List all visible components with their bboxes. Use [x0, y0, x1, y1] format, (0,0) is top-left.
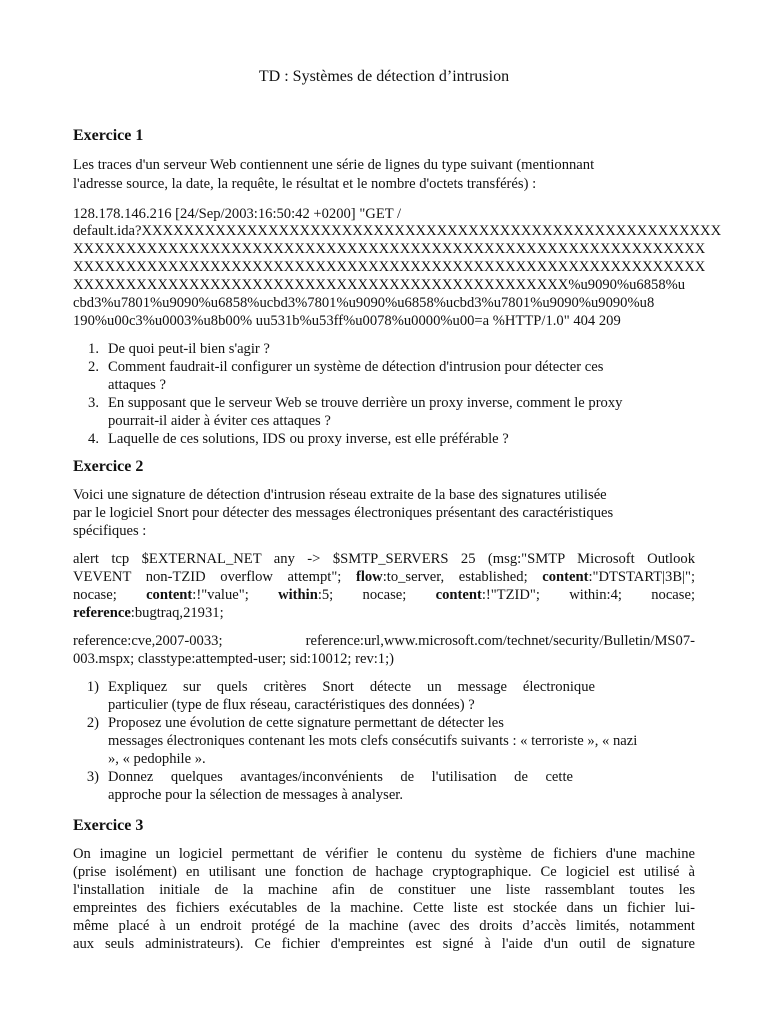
exercise-2-heading: Exercice 2: [73, 458, 144, 475]
list-item: 1) Expliquez sur quels critères Snort détecte un message électronique: [86, 679, 595, 695]
ex3-paragraph-line: On imagine un logiciel permettant de vérifier le contenu du système de fichiers d'une machine: [73, 846, 695, 862]
exercise-3-heading: Exercice 3: [73, 817, 144, 834]
signature-line: VEVENT non-TZID overflow attempt"; flow:to_server, established; content:"DTSTART|3B|";: [73, 569, 695, 585]
exercise-1-heading: Exercice 1: [73, 127, 144, 144]
log-line: XXXXXXXXXXXXXXXXXXXXXXXXXXXXXXXXXXXXXXXXXXXXXXXXXXXXXXXXXXXX: [73, 241, 706, 257]
list-item: 2. Comment faudrait-il configurer un système de détection d'intrusion pour détecter ces: [88, 359, 604, 375]
ex2-intro-line: par le logiciel Snort pour détecter des messages électroniques présentant des caractéristiques: [73, 505, 614, 521]
log-line: default.ida?XXXXXXXXXXXXXXXXXXXXXXXXXXXXXXXXXXXXXXXXXXXXXXXXXXXXXXX: [73, 223, 722, 239]
reference-line: reference:cve,2007-0033; reference:url,www.microsoft.com/technet/security/Bulletin/MS07-: [73, 633, 695, 649]
ex3-paragraph-line: (prise isolément) en utilisant une fonction de hachage cryptographique. Ce logiciel est utilisé à: [73, 864, 695, 880]
list-item: 3. En supposant que le serveur Web se trouve derrière un proxy inverse, comment le proxy: [88, 395, 623, 411]
log-line: XXXXXXXXXXXXXXXXXXXXXXXXXXXXXXXXXXXXXXXXXXXXXXX%u9090%u6858%u: [73, 277, 686, 293]
log-line: 190%u00c3%u0003%u8b00% uu531b%u53ff%u0078%u0000%u00=a %HTTP/1.0" 404 209: [73, 313, 621, 329]
ex2-intro-line: Voici une signature de détection d'intrusion réseau extraite de la base des signatures utilisée: [73, 487, 607, 503]
log-line: XXXXXXXXXXXXXXXXXXXXXXXXXXXXXXXXXXXXXXXXXXXXXXXXXXXXXXXXXXXX: [73, 259, 706, 275]
list-item: 4. Laquelle de ces solutions, IDS ou proxy inverse, est elle préférable ?: [88, 431, 509, 447]
ex2-intro-line: spécifiques :: [73, 523, 147, 539]
document-title: TD : Systèmes de détection d’intrusion: [258, 68, 510, 85]
log-line: cbd3%u7801%u9090%u6858%ucbd3%7801%u9090%u6858%ucbd3%u7801%u9090%u9090%u8: [73, 295, 655, 311]
reference-line: 003.mspx; classtype:attempted-user; sid:10012; rev:1;): [73, 651, 395, 667]
list-item: 3) Donnez quelques avantages/inconvénients de l'utilisation de cette: [86, 769, 573, 785]
log-line: 128.178.146.216 [24/Sep/2003:16:50:42 +0200] "GET /: [73, 206, 402, 222]
list-item-continuation: attaques ?: [108, 377, 166, 393]
signature-line: nocase; content:!"value"; within:5; nocase; content:!"TZID"; within:4; nocase;: [73, 587, 695, 603]
list-item: 1. De quoi peut-il bien s'agir ?: [88, 341, 270, 357]
ex1-intro-line: Les traces d'un serveur Web contiennent une série de lignes du type suivant (mentionnant: [73, 157, 595, 173]
ex1-intro-line: l'adresse source, la date, la requête, le résultat et le nombre d'octets transférés) :: [73, 176, 537, 192]
signature-line: reference:bugtraq,21931;: [73, 605, 224, 621]
ex3-paragraph-line: même placé à un endroit protégé de la machine (avec des droits d’accès limités, notamment: [73, 918, 695, 934]
list-item-continuation: », « pedophile ».: [108, 751, 206, 767]
ex3-paragraph-line: empreintes des fichiers exécutables de la machine. Cette liste est stockée dans un fichier lui-: [73, 900, 695, 916]
signature-line: alert tcp $EXTERNAL_NET any -> $SMTP_SERVERS 25 (msg:"SMTP Microsoft Outlook: [73, 551, 695, 567]
ex3-paragraph-line: l'installation initiale de la machine afin de constituer une liste rassemblant toutes les: [73, 882, 695, 898]
list-item: 2) Proposez une évolution de cette signature permettant de détecter les: [86, 715, 504, 731]
list-item-continuation: messages électroniques contenant les mots clefs consécutifs suivants : « terroriste », « nazi: [108, 733, 638, 749]
list-item-continuation: particulier (type de flux réseau, caractéristiques des données) ?: [108, 697, 475, 713]
ex3-paragraph-line: aux seuls administrateurs). Ce fichier d'empreintes est signé à l'aide d'un outil de signature: [73, 936, 695, 952]
list-item-continuation: pourrait-il aider à éviter ces attaques ?: [108, 413, 331, 429]
list-item-continuation: approche pour la sélection de messages à analyser.: [108, 787, 404, 803]
